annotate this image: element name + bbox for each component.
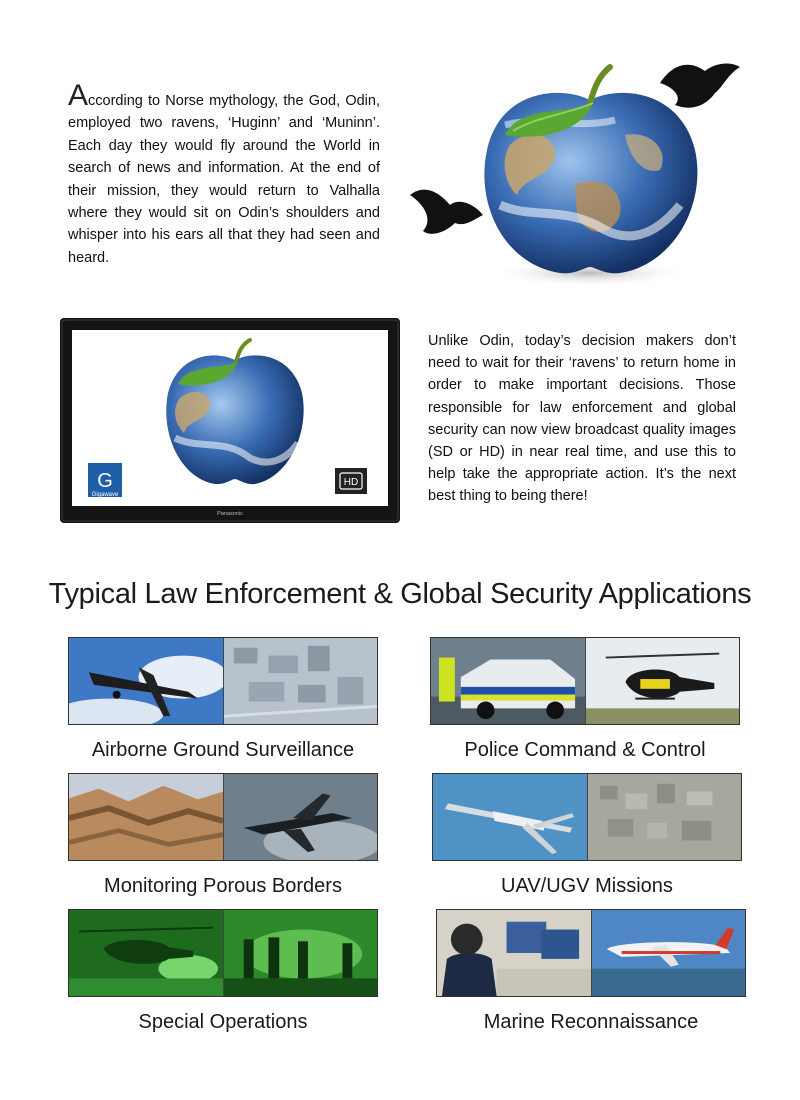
app-police-command-control [430, 637, 740, 762]
app-caption: UAV/UGV Missions [501, 875, 673, 897]
app-monitoring-porous-borders [68, 773, 378, 898]
app-image-pair [432, 773, 742, 861]
app-caption: Police Command & Control [464, 739, 706, 761]
intro-text: ccording to Norse mythology, the God, Odin, employed two ravens, ‘Huginn’ and ‘Muninn’. Each day they would fly around the World in search of news and information. At the end of their mission, they would return to Valhalla where they would sit on Odin’s shoulders and whisper into his ears all that they had seen and heard. [68, 93, 380, 266]
globe-apple-illustration [405, 55, 750, 300]
hd-badge [335, 468, 367, 494]
hd-monitor [60, 318, 400, 523]
aerial-town-photo [587, 774, 741, 860]
operations-room-photo [437, 910, 591, 996]
uav-drone-photo [433, 774, 587, 860]
svg-text:G: G [97, 470, 113, 492]
app-image-pair [68, 773, 378, 861]
svg-text:HD: HD [343, 477, 359, 488]
patrol-aircraft-photo [591, 910, 745, 996]
app-uav-ugv-missions [432, 773, 742, 898]
night-vision-helicopter-photo [69, 910, 223, 996]
app-image-pair [430, 637, 740, 725]
night-vision-soldiers-photo [223, 910, 377, 996]
monitor-brand: Panasonic [217, 511, 243, 517]
app-caption: Airborne Ground Surveillance [91, 739, 355, 761]
section-title: Typical Law Enforcement & Global Security Applications [48, 578, 752, 610]
gigawave-logo [88, 463, 122, 498]
police-car-photo [431, 638, 585, 724]
helicopter-photo [585, 638, 739, 724]
drop-cap: A [68, 79, 89, 112]
jet-aircraft-photo [223, 774, 377, 860]
app-marine-reconnaissance [436, 909, 746, 1034]
aerial-photo [223, 638, 377, 724]
svg-text:Gigawave: Gigawave [91, 492, 119, 498]
desert-photo [69, 774, 223, 860]
aircraft-photo [69, 638, 223, 724]
app-image-pair [68, 637, 378, 725]
intro-paragraph [68, 79, 380, 269]
side-paragraph: Unlike Odin, today’s decision makers don’t need to wait for their ‘ravens’ to return home in order to make important decisions. Those responsible for law enforcement and global security can now view broadcast quality images (SD or HD) in near real time, and use this to help take the appropriate action. It’s the next best thing to being there! [428, 333, 736, 505]
app-airborne-ground-surveillance [68, 637, 378, 762]
app-image-pair [436, 909, 746, 997]
app-special-operations [68, 909, 378, 1034]
app-caption: Marine Reconnaissance [483, 1011, 699, 1033]
app-caption: Special Operations [138, 1011, 308, 1033]
app-caption: Monitoring Porous Borders [104, 875, 342, 897]
app-image-pair [68, 909, 378, 997]
